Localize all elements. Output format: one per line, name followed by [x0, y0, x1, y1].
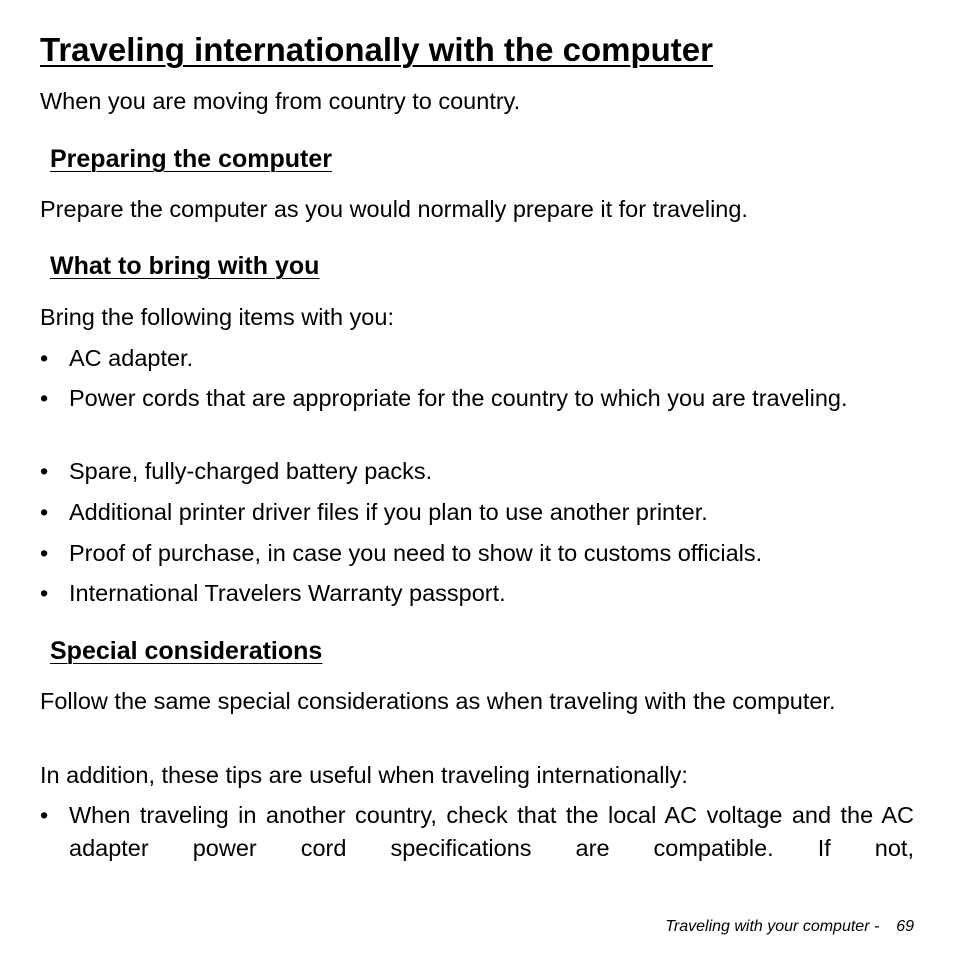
bullet-icon: • [40, 540, 49, 566]
bullet-icon: • [40, 499, 49, 525]
list-item-text: Additional printer driver files if you plan to use another printer. [69, 499, 708, 525]
list-item-text: Spare, fully-charged battery packs. [69, 458, 433, 484]
footer-label: Traveling with your computer - [665, 918, 880, 935]
heading-what-to-bring: What to bring with you [50, 252, 320, 280]
page-footer [665, 917, 914, 937]
bullet-icon: • [40, 345, 49, 371]
bullet-icon: • [40, 458, 49, 484]
preparing-paragraph: Prepare the computer as you would normally prepare it for traveling. [40, 196, 748, 222]
intro-paragraph: When you are moving from country to country. [40, 88, 521, 114]
list-item-text: Proof of purchase, in case you need to show it to customs officials. [69, 540, 763, 566]
list-item-text: AC adapter. [69, 345, 194, 371]
page-number: 69 [896, 918, 914, 935]
list-item-text: International Travelers Warranty passport. [69, 580, 506, 606]
bullet-icon: • [40, 385, 49, 411]
special-tips-paragraph: In addition, these tips are useful when traveling internationally: [40, 762, 688, 788]
list-item-text: When traveling in another country, check that the local AC voltage and the AC adapter power cord specifications are compatible. If not, [69, 802, 914, 861]
bring-intro-paragraph: Bring the following items with you: [40, 304, 394, 330]
bullet-icon: • [40, 802, 49, 828]
heading-special-considerations: Special considerations [50, 637, 323, 665]
heading-preparing-computer: Preparing the computer [50, 145, 332, 173]
list-item-text: Power cords that are appropriate for the country to which you are traveling. [69, 385, 848, 411]
bullet-icon: • [40, 580, 49, 606]
page-title: Traveling internationally with the computer [40, 31, 713, 68]
special-paragraph: Follow the same special considerations as when traveling with the computer. [40, 688, 836, 714]
